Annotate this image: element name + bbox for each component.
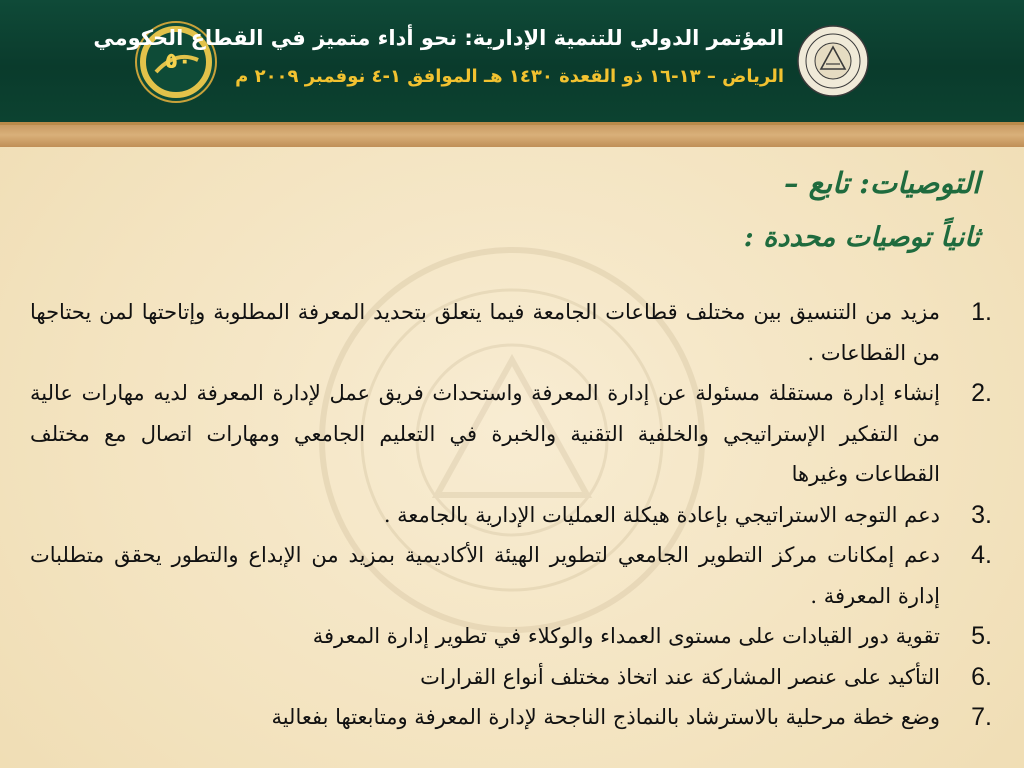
list-item <box>30 535 992 616</box>
item-number: 7. <box>971 703 992 731</box>
item-text: دعم التوجه الاستراتيجي بإعادة هيكلة العمليات الإدارية بالجامعة . <box>383 502 940 527</box>
item-text: إنشاء إدارة مستقلة مسئولة عن إدارة المعرفة واستحداث فريق عمل لإدارة المعرفة لديه مهارات عالية من التفكير الإستراتيجي والخلفية التقنية والخبرة في التعليم الجامعي ومهارات اتصال مع مختلف القطاعات وغيرها <box>30 381 940 486</box>
item-text: مزيد من التنسيق بين مختلف قطاعات الجامعة فيما يتعلق بتحديد المعرفة المطلوبة وإتاحتها لمن يحتاجها من القطاعات . <box>30 300 940 365</box>
conference-header <box>0 0 1024 125</box>
list-item <box>30 292 992 373</box>
item-text: وضع خطة مرحلية بالاسترشاد بالنماذج الناجحة لإدارة المعرفة ومتابعتها بفعالية <box>271 705 940 729</box>
anniversary-number: ٥٠ <box>164 49 192 74</box>
item-number: 2. <box>971 379 992 407</box>
item-text: دعم إمكانات مركز التطوير الجامعي لتطوير الهيئة الأكاديمية بمزيد من الإبداع والتطور يحقق متطلبات إدارة المعرفة . <box>30 543 940 608</box>
conference-subtitle: الرياض – ١٣-١٦ ذو القعدة ١٤٣٠ هـ الموافق ١-٤ نوفمبر ٢٠٠٩ م <box>235 66 784 87</box>
list-item <box>30 657 992 698</box>
item-number: 1. <box>971 298 992 326</box>
item-text: تقوية دور القيادات على مستوى العمداء والوكلاء في تطوير إدارة المعرفة <box>312 624 940 648</box>
recommendations-list <box>30 292 992 738</box>
institute-seal-icon <box>796 24 870 98</box>
list-item <box>30 697 992 738</box>
conference-title: المؤتمر الدولي للتنمية الإدارية: نحو أداء متميز في القطاع الحكومي <box>93 26 784 50</box>
list-item <box>30 495 992 536</box>
item-number: 4. <box>971 541 992 569</box>
list-item <box>30 373 992 495</box>
item-number: 3. <box>971 500 992 529</box>
item-text: التأكيد على عنصر المشاركة عند اتخاذ مختلف أنواع القرارات <box>420 664 940 689</box>
decorative-band <box>0 125 1024 147</box>
item-number: 6. <box>971 662 992 691</box>
slide-heading: التوصيات: تابع – <box>784 166 980 200</box>
list-item <box>30 616 992 657</box>
slide-subheading: ثانياً توصيات محددة : <box>743 222 980 253</box>
item-number: 5. <box>971 622 992 650</box>
